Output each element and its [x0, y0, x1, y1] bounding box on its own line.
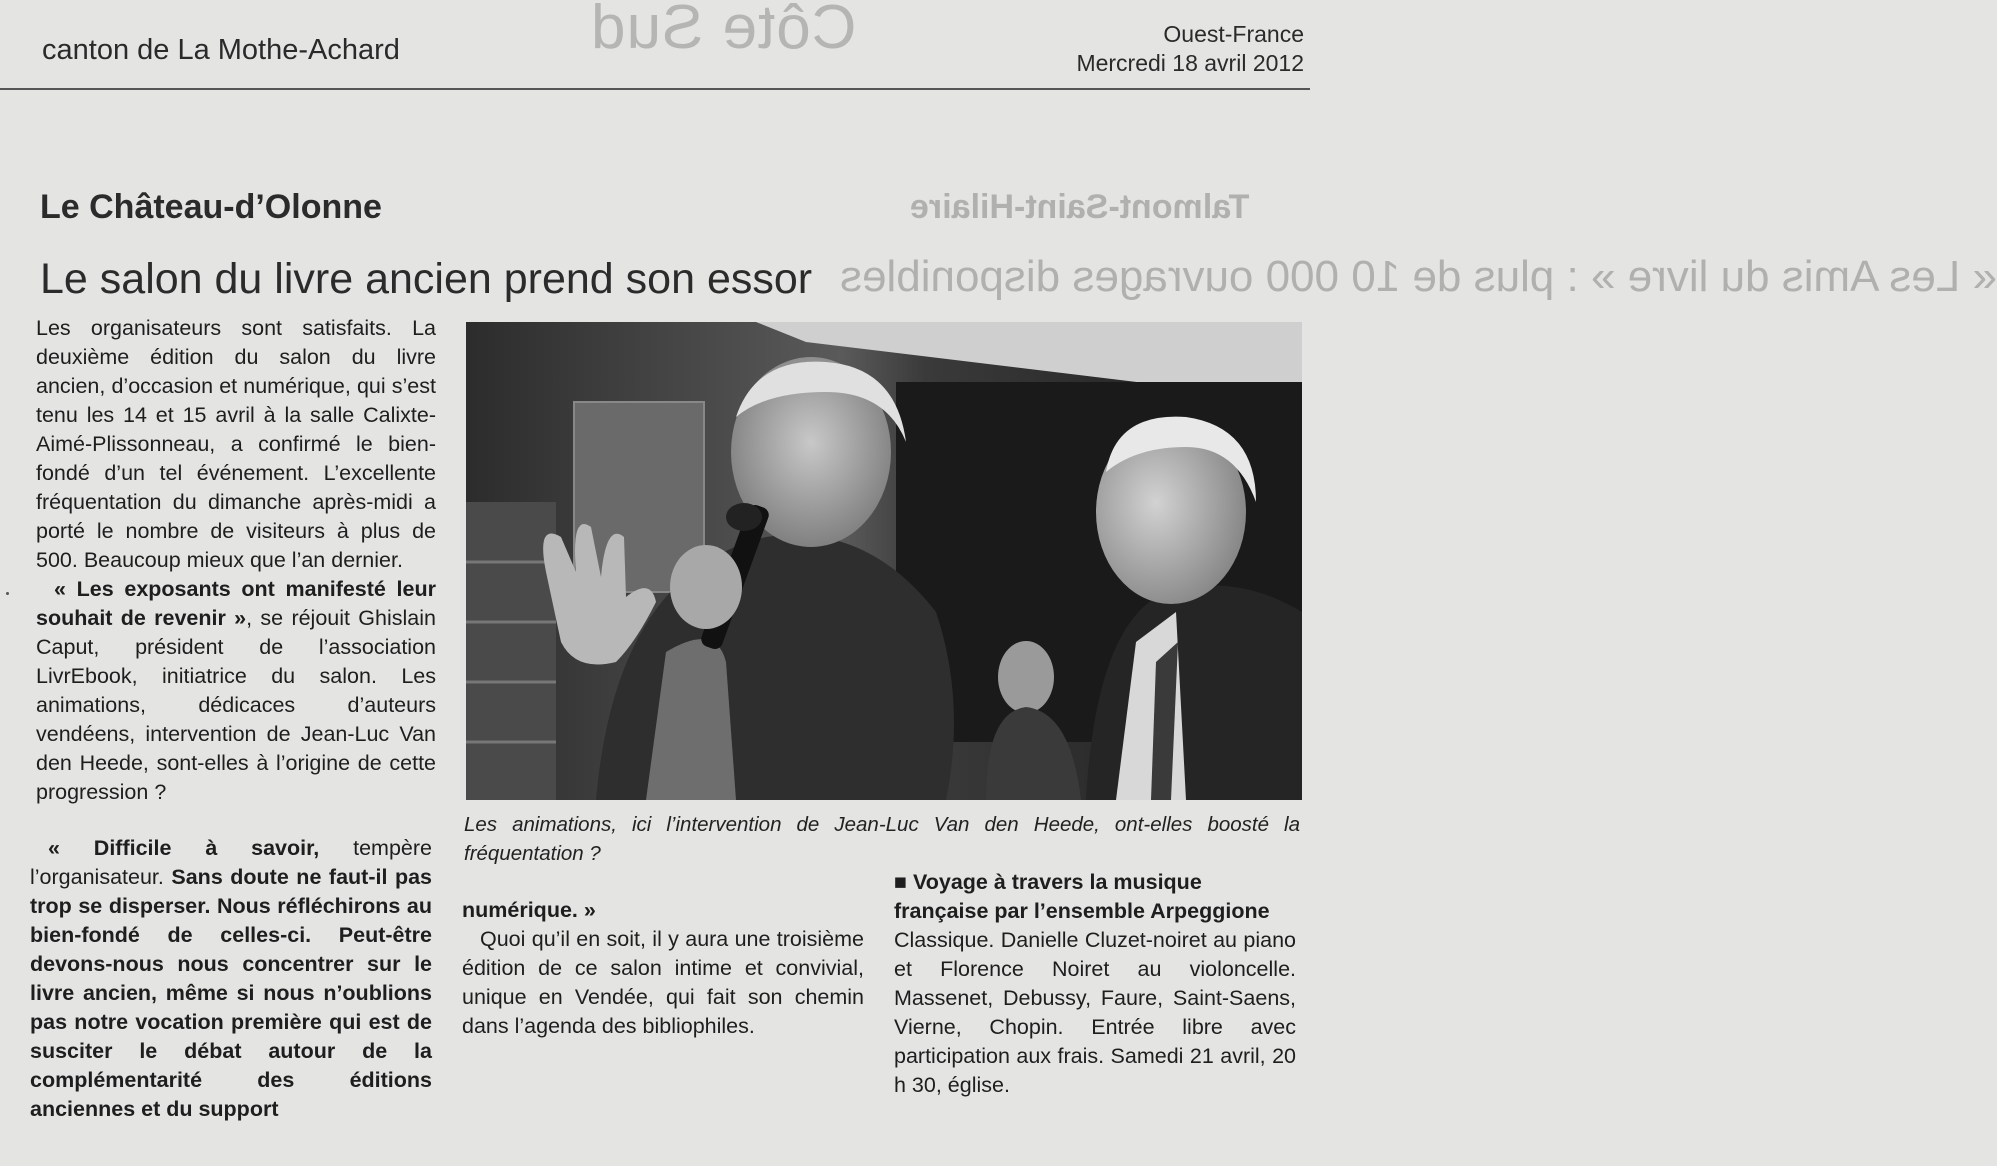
speaker-photo-illustration [466, 322, 1302, 800]
ghost-page-title: Côte Sud [590, 0, 857, 62]
event-sidebar [894, 868, 1296, 1100]
quote-exposants: « Les exposants ont manifesté leur souhait de revenir » [36, 577, 436, 630]
publication-info [1076, 20, 1304, 78]
section-label: canton de La Mothe-Achard [42, 34, 400, 66]
paragraph-1: Les organisateurs sont satisfaits. La deuxième édition du salon du livre ancien, d’occasion et numérique, qui s’est tenu les 14 et 15 avril à la salle Calixte-Aimé-Plissonneau, a confirmé le bien-fondé d’un tel événement. L’excellente fréquentation du dimanche après-midi a porté le nombre de visiteurs à plus de 500. Beaucoup mieux que l’an dernier. [36, 316, 436, 572]
paragraph-4-lead [462, 896, 864, 925]
paragraph-4: Quoi qu’il en soit, il y aura une troisième édition de ce salon intime et convivial, unique en Vendée, qui fait son chemin dans l’agenda des bibliophiles. [462, 927, 864, 1038]
quote-end: numérique. » [462, 898, 596, 922]
photo-caption: Les animations, ici l’intervention de Jean-Luc Van den Heede, ont-elles boosté la fréquentation ? [464, 813, 1300, 865]
event-text: Classique. Danielle Cluzet-noiret au piano et Florence Noiret au violoncelle. Massenet, Debussy, Faure, Saint-Saens, Vierne, Chopin. Entrée libre avec participation aux frais. Samedi 21 avril, 20 h 30, église. [894, 928, 1296, 1097]
paragraph-2 [36, 575, 436, 807]
article-column-1-bottom [30, 834, 432, 1124]
quote-continued: Sans doute ne faut-il pas trop se disperser. Nous réfléchirons au bien-fondé de celles-ci. Peut-être devons-nous nous concentrer sur le livre ancien, même si nous n’oublions pas notre vocation première qui est de susciter le débat autour de la complémentarité des éditions anciennes et du support [30, 865, 432, 1121]
publication-name: Ouest-France [1163, 21, 1304, 47]
header-rule [0, 88, 1310, 90]
quote-difficile: « Difficile à savoir, [48, 836, 320, 860]
article-photo [466, 322, 1302, 800]
scan-speck [6, 592, 9, 595]
article-headline: Le salon du livre ancien prend son essor [40, 255, 820, 304]
bullet-icon: ■ [894, 870, 907, 894]
bleed-through-title: Talmont-Saint-Hilaire [910, 188, 1250, 226]
article-location: Le Château-d’Olonne [40, 188, 382, 226]
article-column-1 [36, 314, 436, 807]
publication-date: Mercredi 18 avril 2012 [1076, 50, 1304, 76]
article-column-2 [462, 896, 864, 1041]
paragraph-2-text: , se réjouit Ghislain Caput, président de l’association LivrEbook, initiatrice du salon. Les animations, dédicaces d’auteurs vendéens, intervention de Jean-Luc Van den Heede, sont-elles à l’origine de cette progression ? [36, 606, 436, 804]
bleed-through-headline: « Les Amis du livre » : plus de 10 000 ouvrages disponibles [840, 252, 1997, 301]
event-title-text: Voyage à travers la musique française par l’ensemble Arpeggione [894, 870, 1270, 923]
event-title [894, 868, 1296, 926]
paragraph-3 [30, 834, 432, 1124]
paragraph-3-text: tempère l’organisateur. [30, 836, 432, 889]
